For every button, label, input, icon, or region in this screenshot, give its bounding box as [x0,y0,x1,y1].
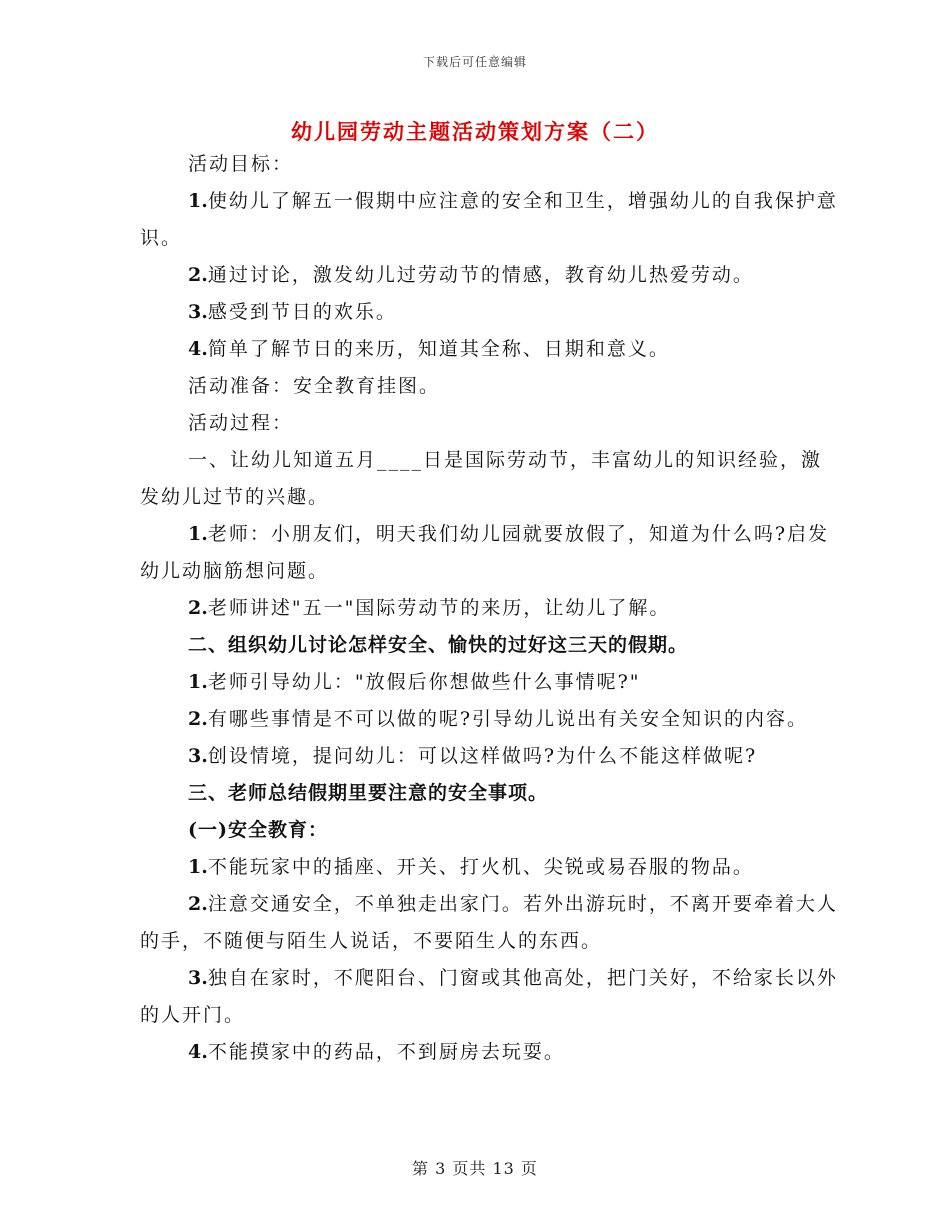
paragraph [140,294,840,331]
paragraph-text: 老师讲述"五一"国际劳动节的来历，让幼儿了解。 [207,597,671,619]
paragraph-number: 1. [188,671,208,693]
paragraph [140,257,840,294]
paragraph [140,701,840,738]
paragraph-text: 创设情境，提问幼儿：可以这样做吗?为什么不能这样做呢? [207,745,758,767]
paragraph [140,368,840,405]
paragraph-number: 3. [188,301,208,323]
paragraph-number: 3. [188,745,208,767]
paragraph-text: 二、组织幼儿讨论怎样安全、愉快的过好这三天的假期。 [188,634,689,656]
paragraph-text: 老师：小朋友们，明天我们幼儿园就要放假了，知道为什么吗?启发幼儿动脑筋想问题。 [140,523,830,582]
paragraph-text: 不能摸家中的药品，不到厨房去玩耍。 [207,1041,565,1063]
paragraph-text: 注意交通安全，不单独走出家门。若外出游玩时，不离开要牵着大人的手，不随便与陌生人说话，不要陌生人的东西。 [140,893,838,952]
paragraph-text: 感受到节日的欢乐。 [207,301,397,323]
paragraph-number: 3. [188,967,208,989]
paragraph-number: 4. [188,338,208,360]
paragraph [140,146,840,183]
paragraph [140,1034,840,1071]
paragraph-text: (一)安全教育： [188,819,328,841]
paragraph-text: 一、让幼儿知道五月____日是国际劳动节，丰富幼儿的知识经验，激发幼儿过节的兴趣。 [140,449,823,508]
paragraph-number: 2. [188,893,208,915]
paragraph-text: 独自在家时，不爬阳台、门窗或其他高处，把门关好，不给家长以外的人开门。 [140,967,838,1026]
paragraph-text: 三、老师总结假期里要注意的安全事项。 [188,782,549,804]
paragraph-number: 1. [188,523,208,545]
paragraph-number: 1. [188,856,208,878]
document-title: 幼儿园劳动主题活动策划方案（二） [291,119,659,144]
paragraph [140,590,840,627]
paragraph [140,960,840,1034]
paragraph-number: 4. [188,1041,208,1063]
paragraph-text: 使幼儿了解五一假期中应注意的安全和卫生，增强幼儿的自我保护意识。 [140,190,838,249]
header-note: 下载后可任意编辑 [422,55,527,69]
paragraph [140,442,840,516]
paragraph-number: 2. [188,708,208,730]
paragraph-number: 2. [188,264,208,286]
paragraph [140,738,840,775]
paragraph [140,664,840,701]
paragraph-text: 老师引导幼儿："放假后你想做些什么事情呢?" [207,671,641,693]
section-heading [140,627,840,664]
paragraph-text: 通过讨论，激发幼儿过劳动节的情感，教育幼儿热爱劳动。 [207,264,754,286]
paragraph [140,849,840,886]
paragraph-text: 活动准备：安全教育挂图。 [188,375,441,397]
section-heading [140,775,840,812]
document-body [140,146,840,1071]
paragraph-text: 简单了解节日的来历，知道其全称、日期和意义。 [207,338,670,360]
paragraph [140,886,840,960]
paragraph-number: 2. [188,597,208,619]
subsection-heading [140,812,840,849]
paragraph-text: 活动过程： [188,412,294,434]
paragraph-text: 活动目标： [188,153,294,175]
paragraph [140,331,840,368]
page-footer: 第 3 页共 13 页 [412,1159,538,1178]
paragraph-text: 不能玩家中的插座、开关、打火机、尖锐或易吞服的物品。 [207,856,754,878]
paragraph-number: 1. [188,190,208,212]
paragraph [140,183,840,257]
paragraph [140,516,840,590]
paragraph-text: 有哪些事情是不可以做的呢?引导幼儿说出有关安全知识的内容。 [207,708,809,730]
paragraph [140,405,840,442]
